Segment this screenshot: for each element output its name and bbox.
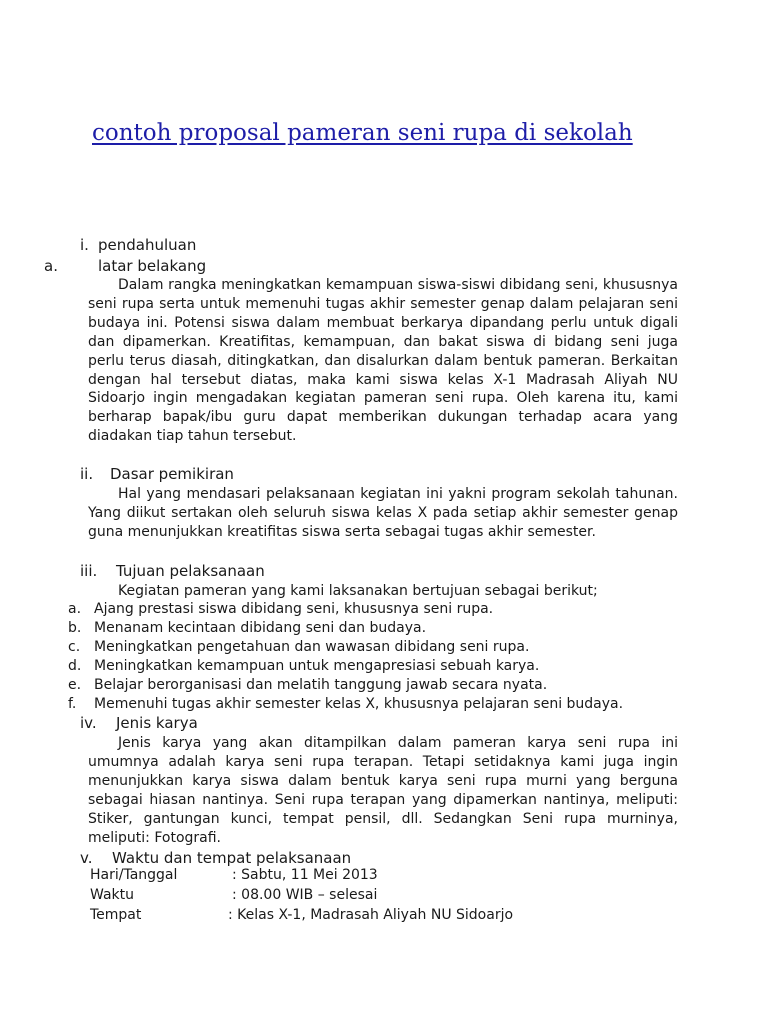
list-item-text: Menanam kecintaan dibidang seni dan budaya. xyxy=(94,620,427,636)
list-item-number: a. xyxy=(68,601,82,617)
section-v-heading: Waktu dan tempat pelaksanaan xyxy=(112,849,352,867)
section-i-heading: pendahuluan xyxy=(98,236,197,254)
list-item-number: e. xyxy=(68,677,82,693)
schedule-label: Waktu xyxy=(90,887,134,903)
schedule-label: Hari/Tanggal xyxy=(90,867,178,883)
schedule-label: Tempat xyxy=(90,907,142,923)
subsection-a-heading: latar belakang xyxy=(98,257,207,275)
list-item-text: Meningkatkan kemampuan untuk mengapresiasi sebuah karya. xyxy=(94,658,540,674)
list-item-text: Meningkatkan pengetahuan dan wawasan dibidang seni rupa. xyxy=(94,639,530,655)
schedule-value: : Sabtu, 11 Mei 2013 xyxy=(232,867,378,883)
list-item-text: Ajang prestasi siswa dibidang seni, khususnya seni rupa. xyxy=(94,601,494,617)
section-i-number: i. xyxy=(80,236,89,254)
tujuan-intro: Kegiatan pameran yang kami laksanakan bertujuan sebagai berikut; xyxy=(118,583,598,599)
section-v-number: v. xyxy=(80,849,93,867)
list-item-text: Memenuhi tugas akhir semester kelas X, khususnya pelajaran seni budaya. xyxy=(94,696,624,712)
section-iv-heading: Jenis karya xyxy=(116,714,198,732)
section-iv-number: iv. xyxy=(80,714,97,732)
list-item-text: Belajar berorganisasi dan melatih tanggung jawab secara nyata. xyxy=(94,677,548,693)
jenis-karya-paragraph: Jenis karya yang akan ditampilkan dalam pameran karya seni rupa ini umumnya adalah karya seni rupa terapan. Tetapi setidaknya kami juga ingin menunjukkan karya siswa dalam bentuk karya seni rupa murni yang berguna sebagai hiasan nantinya. Seni rupa terapan yang dipamerkan nantinya, meliputi: Stiker, gantungan kunci, tempat pensil, dll. Sedangkan Seni rupa murninya, meliputi: Fotografi. xyxy=(88,735,678,846)
schedule-value: : Kelas X-1, Madrasah Aliyah NU Sidoarjo xyxy=(228,907,514,923)
list-item-number: d. xyxy=(68,658,82,674)
section-ii-number: ii. xyxy=(80,465,94,483)
subsection-a-number: a. xyxy=(44,257,58,275)
section-iii-heading: Tujuan pelaksanaan xyxy=(116,562,265,580)
section-ii-heading: Dasar pemikiran xyxy=(110,465,234,483)
list-item-number: c. xyxy=(68,639,81,655)
latar-belakang-paragraph: Dalam rangka meningkatkan kemampuan siswa-siswi dibidang seni, khususnya seni rupa serta untuk memenuhi tugas akhir semester genap dalam pelajaran seni budaya ini. Potensi siswa dalam membuat berkarya dipandang perlu untuk digali dan dipamerkan. Kreatifitas, kemampuan, dan bakat siswa di bidang seni juga perlu terus diasah, ditingkatkan, dan disalurkan dalam bentuk pameran. Berkaitan dengan hal tersebut diatas, maka kami siswa kelas X-1 Madrasah Aliyah NU Sidoarjo ingin mengadakan kegiatan pameran seni rupa. Oleh karena itu, kami berharap bapak/ibu guru dapat memberikan dukungan terhadap acara yang diadakan tiap tahun tersebut. xyxy=(88,277,678,445)
schedule-value: : 08.00 WIB – selesai xyxy=(232,887,378,903)
list-item-number: f. xyxy=(68,696,77,712)
section-iii-number: iii. xyxy=(80,562,98,580)
document-title[interactable]: contoh proposal pameran seni rupa di sekolah xyxy=(92,120,633,146)
list-item-number: b. xyxy=(68,620,82,636)
dasar-pemikiran-paragraph: Hal yang mendasari pelaksanaan kegiatan ini yakni program sekolah tahunan. Yang diikut sertakan oleh seluruh siswa kelas X pada setiap akhir semester genap guna menunjukkan kreatifitas siswa serta sebagai tugas akhir semester. xyxy=(88,486,678,540)
